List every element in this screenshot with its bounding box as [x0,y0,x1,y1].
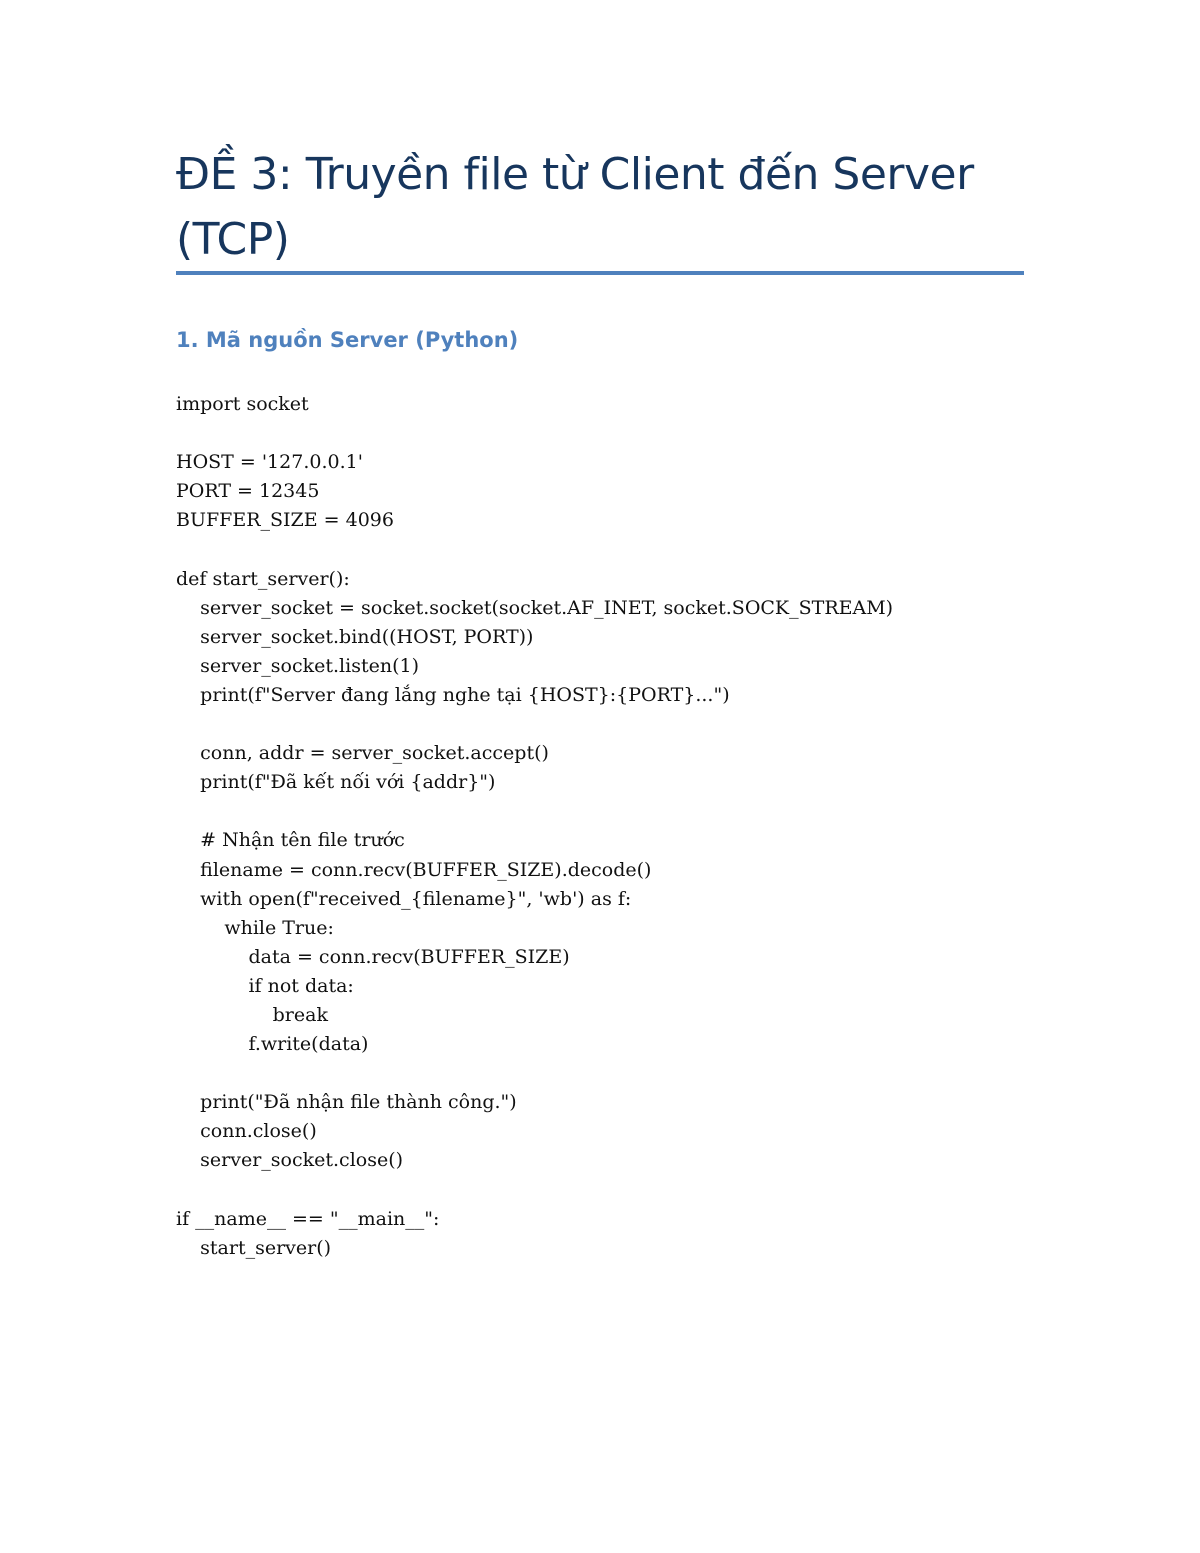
code-line: import socket [176,393,309,415]
code-line: server_socket.listen(1) [176,654,419,677]
code-line: if not data: [176,974,354,997]
code-line: with open(f"received_{filename}", 'wb') as f: [176,887,632,910]
code-line: PORT = 12345 [176,480,320,503]
section-heading: 1. Mã nguồn Server (Python) [176,328,519,352]
code-line: conn.close() [176,1120,317,1143]
code-line: print(f"Đã kết nối với {addr}") [176,771,496,794]
code-line: while True: [176,916,334,939]
code-line [176,419,1036,448]
code-line: start_server() [176,1236,332,1259]
code-line [176,1059,1036,1088]
code-line [176,1176,1036,1205]
code-line: server_socket.close() [176,1149,404,1172]
code-line: server_socket.bind((HOST, PORT)) [176,625,534,648]
code-block [176,390,1036,1263]
code-line: def start_server(): [176,567,350,590]
code-line: HOST = '127.0.0.1' [176,451,363,474]
code-line: # Nhận tên file trước [176,829,405,852]
code-line [176,535,1036,564]
code-line: BUFFER_SIZE = 4096 [176,509,394,532]
code-line: server_socket = socket.socket(socket.AF_INET, socket.SOCK_STREAM) [176,596,894,619]
title-underline-rule [176,271,1024,275]
code-line [176,797,1036,826]
code-line: if __name__ == "__main__": [176,1207,440,1230]
code-line: print("Đã nhận file thành công.") [176,1091,517,1114]
code-line: f.write(data) [176,1033,369,1056]
code-line [176,710,1036,739]
code-line: data = conn.recv(BUFFER_SIZE) [176,945,570,968]
code-line: print(f"Server đang lắng nghe tại {HOST}:{PORT}...") [176,683,730,706]
code-line: conn, addr = server_socket.accept() [176,742,549,765]
code-line: break [176,1003,328,1026]
document-title: ĐỀ 3: Truyền file từ Client đến Server (TCP) [176,149,974,265]
code-line: filename = conn.recv(BUFFER_SIZE).decode() [176,858,652,881]
